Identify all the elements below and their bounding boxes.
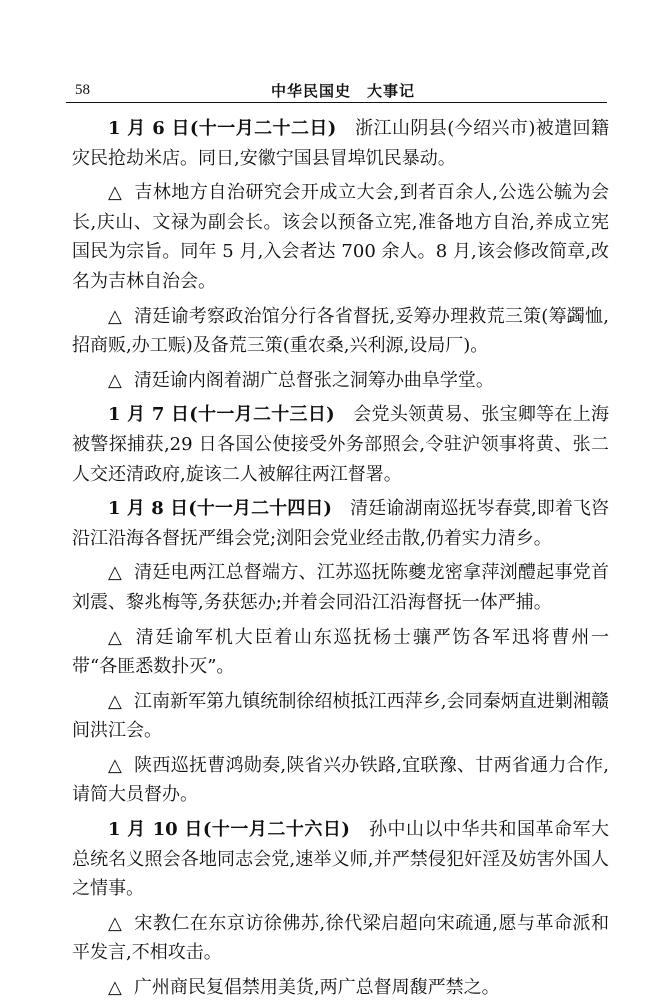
entry-text: 江南新军第九镇统制徐绍桢抵江西萍乡,会同秦炳直进剿湘赣间洪江会。 xyxy=(72,690,609,742)
sub-entry xyxy=(72,909,609,968)
page-number: 58 xyxy=(75,82,90,98)
entry-text: 清廷谕内阁着湖广总督张之洞筹办曲阜学堂。 xyxy=(133,369,494,391)
entry-date: 1 月 7 日(十一月二十三日) xyxy=(108,404,335,426)
dated-entry xyxy=(72,815,609,904)
running-title: 中华民国史 大事记 xyxy=(271,82,416,100)
triangle-marker-icon: △ xyxy=(108,305,123,327)
entry-text: 宋教仁在东京访徐佛苏,徐代梁启超向宋疏通,愿与革命派和平发言,不相攻击。 xyxy=(72,912,609,964)
sub-entry xyxy=(72,973,609,1003)
triangle-marker-icon: △ xyxy=(108,182,123,204)
entry-text: 浙江山阴县(今绍兴市)被遣回籍灾民抢劫米店。同日,安徽宁国县冒埠饥民暴动。 xyxy=(72,118,610,169)
triangle-marker-icon: △ xyxy=(108,754,123,776)
entry-date: 1 月 6 日(十一月二十二日) xyxy=(108,118,337,139)
chronology-body xyxy=(72,114,609,1008)
dated-entry xyxy=(72,114,609,173)
sub-entry xyxy=(72,687,609,746)
entry-text: 清廷电两江总督端方、江苏巡抚陈夔龙密拿萍浏醴起事党首刘震、黎兆梅等,务获惩办;并着会同沿江沿海督抚一体严捕。 xyxy=(72,562,610,613)
sub-entry xyxy=(72,178,609,296)
entry-text: 陕西巡抚曹鸿勋奏,陕省兴办铁路,宜联豫、甘两省通力合作,请简大员督办。 xyxy=(72,754,610,806)
sub-entry xyxy=(72,623,609,682)
entry-date: 1 月 10 日(十一月二十六日) xyxy=(108,819,350,841)
sub-entry xyxy=(72,751,609,810)
page-header xyxy=(75,72,607,102)
triangle-marker-icon: △ xyxy=(108,977,122,999)
sub-entry xyxy=(72,366,609,396)
dated-entry xyxy=(72,494,609,553)
header-rule xyxy=(66,102,607,103)
triangle-marker-icon: △ xyxy=(108,562,123,584)
sub-entry xyxy=(72,558,609,617)
entry-text: 清廷谕考察政治馆分行各省督抚,妥筹办理救荒三策(筹蠲恤,招商贩,办工赈)及备荒三策(重农桑,兴利源,设局厂)。 xyxy=(72,305,610,357)
triangle-marker-icon: △ xyxy=(108,912,123,934)
entry-text: 清廷谕军机大臣着山东巡抚杨士骧严饬各军迅将曹州一带“各匪悉数扑灭”。 xyxy=(72,626,610,678)
triangle-marker-icon: △ xyxy=(108,626,124,648)
triangle-marker-icon: △ xyxy=(108,690,122,712)
entry-text: 孙中山以中华共和国革命军大总统名义照会各地同志会党,速举义师,并严禁侵犯奸淫及妨害外国人之情事。 xyxy=(72,819,610,900)
entry-text: 吉林地方自治研究会开成立大会,到者百余人,公选公毓为会长,庆山、文禄为副会长。该会以预备立宪,准备地方自治,养成立宪国民为宗旨。同年 5 月,入会者达 700 余人。8 月,该会修改简章,改名为吉林自治会。 xyxy=(72,182,609,292)
entry-text: 清廷谕湖南巡抚岑春蓂,即着飞咨沿江沿海各督抚严缉会党;浏阳会党业经击散,仍着实力清乡。 xyxy=(72,498,609,549)
entry-text: 会党头领黄易、张宝卿等在上海被警探捕获,29 日各国公使接受外务部照会,令驻沪领事将黄、张二人交还清政府,旋该二人被解往两江督署。 xyxy=(72,404,610,485)
triangle-marker-icon: △ xyxy=(108,369,122,391)
dated-entry xyxy=(72,400,609,489)
sub-entry xyxy=(72,302,609,361)
entry-date: 1 月 8 日(十一月二十四日) xyxy=(108,498,332,520)
entry-text: 广州商民复倡禁用美货,两广总督周馥严禁之。 xyxy=(133,977,500,999)
